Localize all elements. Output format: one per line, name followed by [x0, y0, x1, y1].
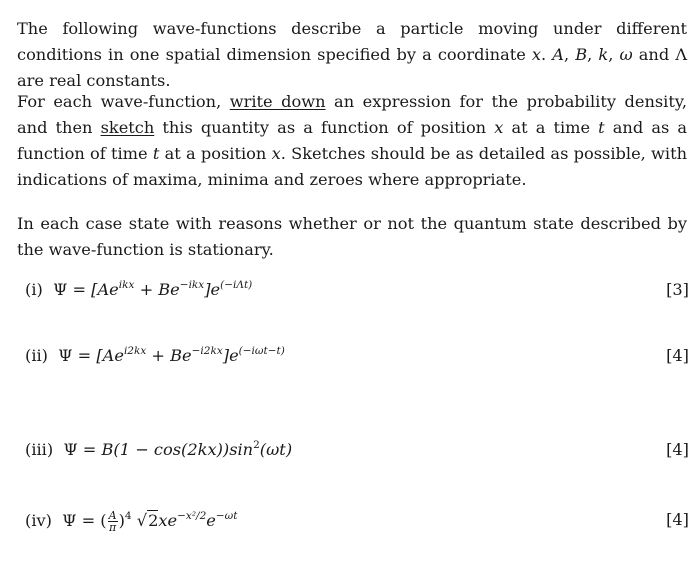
write-down-emphasis: write down [229, 92, 326, 111]
var-lambda: Λ [675, 45, 688, 64]
var-A: A [552, 45, 564, 64]
expr-part: e [206, 511, 216, 530]
question-iv [17, 510, 689, 538]
question-ii-expression [25, 346, 285, 365]
psi-lhs: Ψ = [58, 346, 97, 365]
expr-part: B(1 − cos(2kx))sin [101, 440, 254, 459]
question-iii [17, 440, 689, 468]
expr-part: ]e [204, 280, 221, 299]
psi-lhs: Ψ = [63, 440, 102, 459]
instructions-text: an expression for the probability density, and then [17, 92, 688, 137]
expr-part: ]e [222, 346, 239, 365]
expr-sup: ikx [118, 279, 135, 291]
var-t: t [598, 118, 605, 137]
intro-text: are real constants. [17, 71, 171, 90]
var-x: x [271, 144, 281, 163]
instructions-text: For each wave-function, [17, 92, 230, 111]
expr-sup: (−iωt−t) [238, 345, 285, 357]
fraction [108, 510, 118, 533]
question-i-marks: [3] [666, 280, 689, 299]
question-iii-expression [25, 440, 292, 459]
expr-sup: −i2kx [191, 345, 223, 357]
expr-sup: −ikx [179, 279, 205, 291]
fraction-numerator: A [108, 509, 117, 522]
question-ii [17, 346, 689, 374]
sqrt-symbol: √ [136, 511, 148, 530]
question-label: (iii) [25, 440, 54, 459]
instructions-text: and as a function of time [17, 118, 688, 163]
expr-part: (ωt) [259, 440, 293, 459]
expr-part: [Ae [96, 346, 124, 365]
var-B: B [575, 45, 588, 64]
question-iv-marks: [4] [666, 510, 689, 529]
question-i [17, 280, 689, 308]
intro-text: , [587, 45, 599, 64]
expr-sup: i2kx [123, 345, 147, 357]
fraction-denominator: π [108, 521, 117, 534]
square-root [137, 511, 159, 530]
intro-text: , [564, 45, 576, 64]
intro-paragraph [17, 16, 687, 94]
intro-text: and [632, 45, 676, 64]
instructions-text: . Sketches should be as detailed as possible, with indications of maxima, minima and zeroes where appropriate. [17, 144, 688, 189]
expr-sup: 4 [124, 510, 132, 522]
question-ii-marks: [4] [666, 346, 689, 365]
expr-sup: −ωt [215, 510, 238, 522]
question-i-expression [25, 280, 252, 299]
question-label: (i) [25, 280, 43, 299]
instructions-text: this quantity as a function of position [154, 118, 495, 137]
stationary-paragraph: In each case state with reasons whether or not the quantum state described by the wave-function is stationary. [17, 214, 687, 259]
expr-part: xe [158, 511, 178, 530]
intro-text: The following wave-functions describe a particle moving under different conditions in one spatial dimension specified by a coordinate [17, 19, 687, 64]
instructions-paragraph [17, 89, 687, 193]
expr-part: + Be [134, 280, 180, 299]
expr-sup: 2 [253, 439, 260, 451]
var-omega: ω [619, 45, 633, 64]
question-label: (ii) [25, 346, 48, 365]
expr-sup: −x²/2 [177, 510, 207, 522]
sqrt-argument: 2 [148, 511, 159, 530]
sketch-emphasis: sketch [100, 118, 155, 137]
instructions-text: at a position [159, 144, 272, 163]
question-iv-expression [25, 510, 237, 533]
intro-text: . [541, 45, 553, 64]
question-iii-marks: [4] [666, 440, 689, 459]
instructions-text: at a time [503, 118, 599, 137]
var-t: t [152, 144, 160, 163]
intro-text: , [608, 45, 620, 64]
expr-part: ) [118, 511, 125, 530]
expr-sup: (−iΛt) [220, 279, 253, 291]
var-x: x [531, 45, 542, 64]
expr-part: + Be [146, 346, 192, 365]
psi-lhs: Ψ = [53, 280, 92, 299]
psi-lhs: Ψ = ( [62, 511, 107, 530]
expr-part: [Ae [91, 280, 119, 299]
var-x: x [494, 118, 504, 137]
question-label: (iv) [25, 511, 52, 530]
var-k: k [598, 45, 609, 64]
